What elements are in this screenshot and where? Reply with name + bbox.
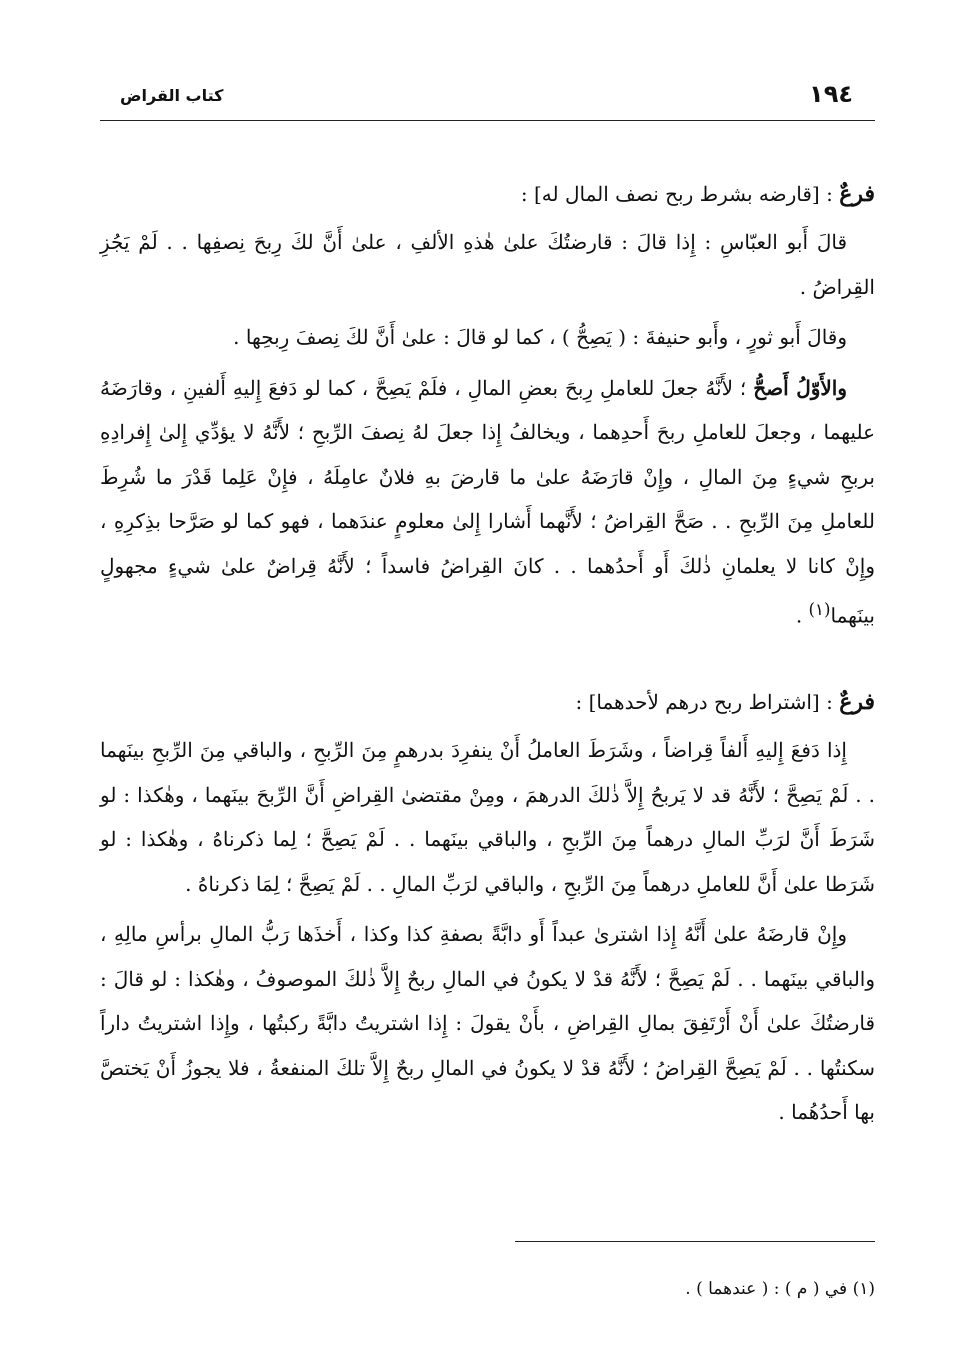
page-body: [100, 178, 875, 1141]
footnote: [100, 1276, 875, 1302]
section-heading: [100, 178, 875, 210]
paragraph: قالَ أَبو العبّاسِ : إِذا قالَ : قارضتُكَ علىٰ هٰذهِ الألفِ ، علىٰ أَنَّ لكَ رِبحَ نِصفِها . . لَمْ يَجُزِ القِراضُ .: [100, 230, 875, 299]
footnote-number: (١): [852, 1279, 875, 1299]
section-label: فرعٌ: [839, 689, 875, 716]
bold-phrase: والأَوّلُ أَصحُّ: [753, 375, 847, 400]
paragraph: إِذا دَفعَ إِليهِ أَلفاً قِراضاً ، وشَرَطَ العاملُ أَنْ ينفرِدَ بدرهمٍ مِنَ الرِّبحِ ، والباقي مِنَ الرِّبحِ بينَهما . . لَمْ يَصِحَّ ؛ لأَنَّهُ قد لا يَربحُ إِلاَّ ذٰلكَ الدرهمَ ، ومِنْ مقتضىٰ القِراضِ أَنَّ الرِّبحَ بينَهما ، وهٰكذا : لو شَرَطَ أَنَّ لرَبِّ المالِ درهماً مِنَ الرِّبحِ ، والباقي بينَهما . . لَمْ يَصِحَّ ؛ لِما ذكرناهُ ، وهٰكذا : لو شَرَطا علىٰ أَنَّ للعاملِ درهماً مِنَ الرِّبحِ ، والباقي لرَبِّ المالِ . . لَمْ يَصِحَّ ؛ لِمَا ذكرناهُ .: [100, 738, 875, 896]
paragraph: [100, 366, 875, 639]
paragraph-text: ؛ لأَنَّهُ جعلَ للعاملِ رِبحَ بعضِ المالِ ، فلَمْ يَصِحَّ ، كما لو دَفعَ إِليهِ أَلفينِ ، وقارَضَهُ عليهما ، وجعلَ للعاملِ ربحَ أَحدِهما ، ويخالفُ إِذا جعلَ لهُ نِصفَ الرِّبحِ ؛ لأَنَّهُ لا يؤدِّي إِلىٰ إِفرادِهِ بربحِ شيءٍ مِنَ المالِ ، وإِنْ قارَضَهُ علىٰ ما قارضَ بهِ فلانٌ عامِلَهُ ، فإِنْ عَلِما قَدْرَ ما شُرِطَ للعاملِ مِنَ الرِّبحِ . . صَحَّ القِراضُ ؛ لأَنَّهما أَشارا إِلىٰ معلومٍ عندَهما ، فهو كما لو صَرَّحا بذِكرِهِ ، وإِنْ كانا لا يعلمانِ ذٰلكَ أَو أَحدُهما . . كانَ القِراضُ فاسداً ؛ لأَنَّهُ قِراضٌ علىٰ شيءٍ مجهولٍ بينَهما: [100, 375, 875, 628]
section-heading: [100, 686, 875, 718]
section-title: : [اشتراط ربح درهم لأحدهما] :: [575, 690, 840, 715]
footnote-reference[interactable]: (١): [808, 600, 831, 619]
footnote-divider: [515, 1241, 875, 1242]
paragraph-tail: .: [795, 603, 809, 628]
page-header: [100, 80, 875, 116]
header-divider: [100, 120, 875, 121]
running-title: كتاب القراض: [120, 86, 224, 105]
footnote-text: في ( م ) : ( عندهما ) .: [685, 1279, 848, 1299]
section-gap: [100, 644, 875, 686]
paragraph: وقالَ أَبو ثورٍ ، وأَبو حنيفةَ : ( يَصِحُّ ) ، كما لو قالَ : علىٰ أَنَّ لكَ نِصفَ رِبحِها .: [233, 325, 847, 349]
section-label: فرعٌ: [839, 181, 875, 207]
page-number: ١٩٤: [809, 80, 853, 108]
section-title: : [قارضه بشرط ربح نصف المال له] :: [520, 182, 840, 206]
paragraph: وإِنْ قارضَهُ علىٰ أَنَّهُ إِذا اشترىٰ عبداً أَو دابَّةً بصفةِ كذا وكذا ، أَخذَها رَبُّ المالِ برأسِ مالِهِ ، والباقي بينَهما . . لَمْ يَصِحَّ ؛ لأَنَّهُ قدْ لا يكونُ في المالِ ربحٌ إِلاَّ ذٰلكَ الموصوفُ ، وهٰكذا : لو قالَ : قارضتُكَ علىٰ أَنْ أَرْتَفِقَ بمالِ القِراضِ ، بأَنْ يقولَ : إِذا اشتريتُ دابَّةً ركبتُها ، وإِذا اشتريتُ داراً سكنتُها . . لَمْ يَصِحَّ القِراضُ ؛ لأَنَّهُ قدْ لا يكونُ في المالِ ربحٌ إِلاَّ تلكَ المنفعةُ ، فلا يجوزُ أَنْ يَختصَّ بها أَحدُهُما .: [100, 922, 875, 1125]
